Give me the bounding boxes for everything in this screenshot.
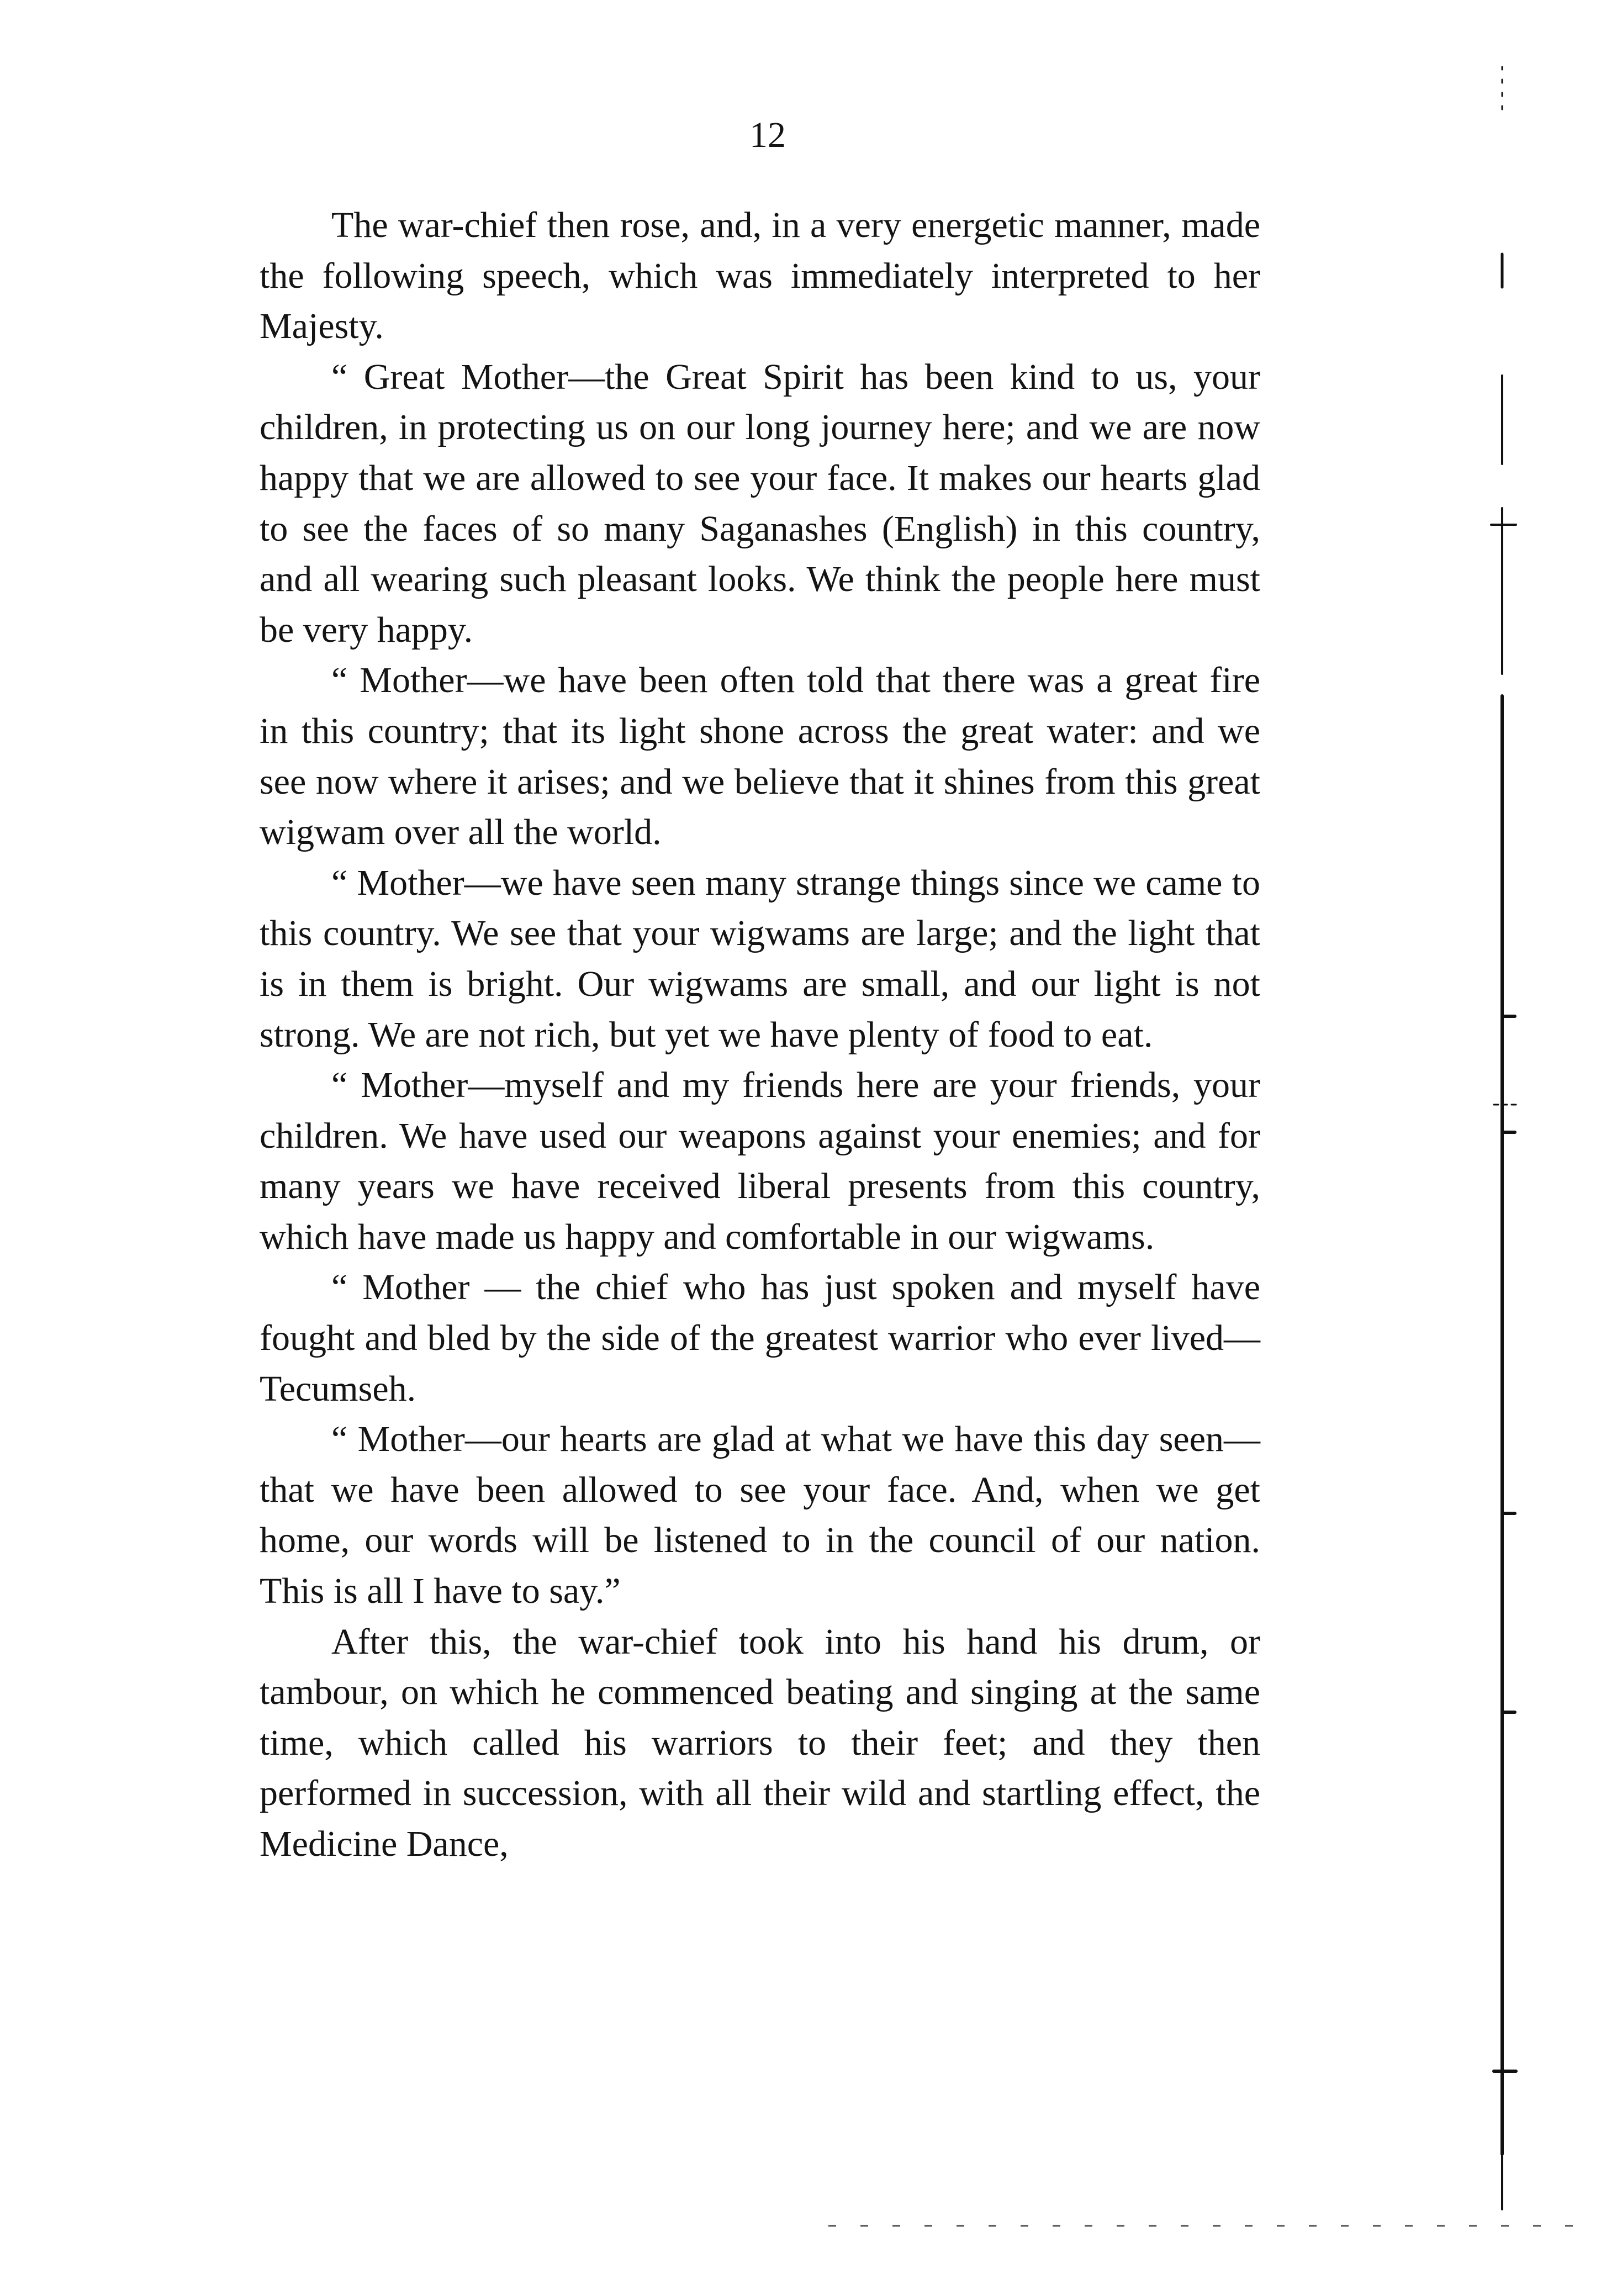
page-number: 12	[749, 115, 786, 155]
body-text	[260, 200, 1260, 1870]
paragraph-5: “ Mother—myself and my friends here are your friends, your children. We have used our weapons against your enemies; and for many years we have received liberal presents from this country, which have made us happy and comfortable in our wigwams.	[260, 1065, 1260, 1257]
bottom-edge-marks	[828, 2220, 1591, 2231]
paragraph-2: “ Great Mother—the Great Spirit has been kind to us, your children, in protecting us on our long journey here; and we are now happy that we are allowed to see your face. It makes our hearts glad to see the faces of so many Saganashes (English) in this country, and all wearing such pleasant looks. We think the people here must be very happy.	[260, 356, 1260, 650]
paragraph-7: “ Mother—our hearts are glad at what we have this day seen—that we have been allowed to see your face. And, when we get home, our words will be listened to in the council of our nation. This is all I have to say.”	[260, 1419, 1260, 1612]
paragraph-3: “ Mother—we have been often told that there was a great fire in this country; that its light shone across the great water: and we see now where it arises; and we believe that it shines from this great wigwam over all the world.	[260, 660, 1260, 853]
paragraph-8: After this, the war-chief took into his hand his drum, or tambour, on which he commenced beating and singing at the same time, which called his warriors to their feet; and they then performed in succession, with all their wild and startling effect, the Medicine Dance,	[260, 1621, 1260, 1864]
paragraph-4: “ Mother—we have seen many strange things since we came to this country. We see that your wigwams are large; and the light that is in them is bright. Our wigwams are small, and our light is not strong. We are not rich, but yet we have plenty of food to eat.	[260, 862, 1260, 1055]
binding-edge	[1488, 66, 1521, 2220]
paragraph-1: The war-chief then rose, and, in a very energetic manner, made the following speech, which was immediately interpreted to her Majesty.	[260, 205, 1260, 347]
paragraph-6: “ Mother — the chief who has just spoken and myself have fought and bled by the side of the greatest warrior who ever lived—Tecumseh.	[260, 1267, 1260, 1409]
